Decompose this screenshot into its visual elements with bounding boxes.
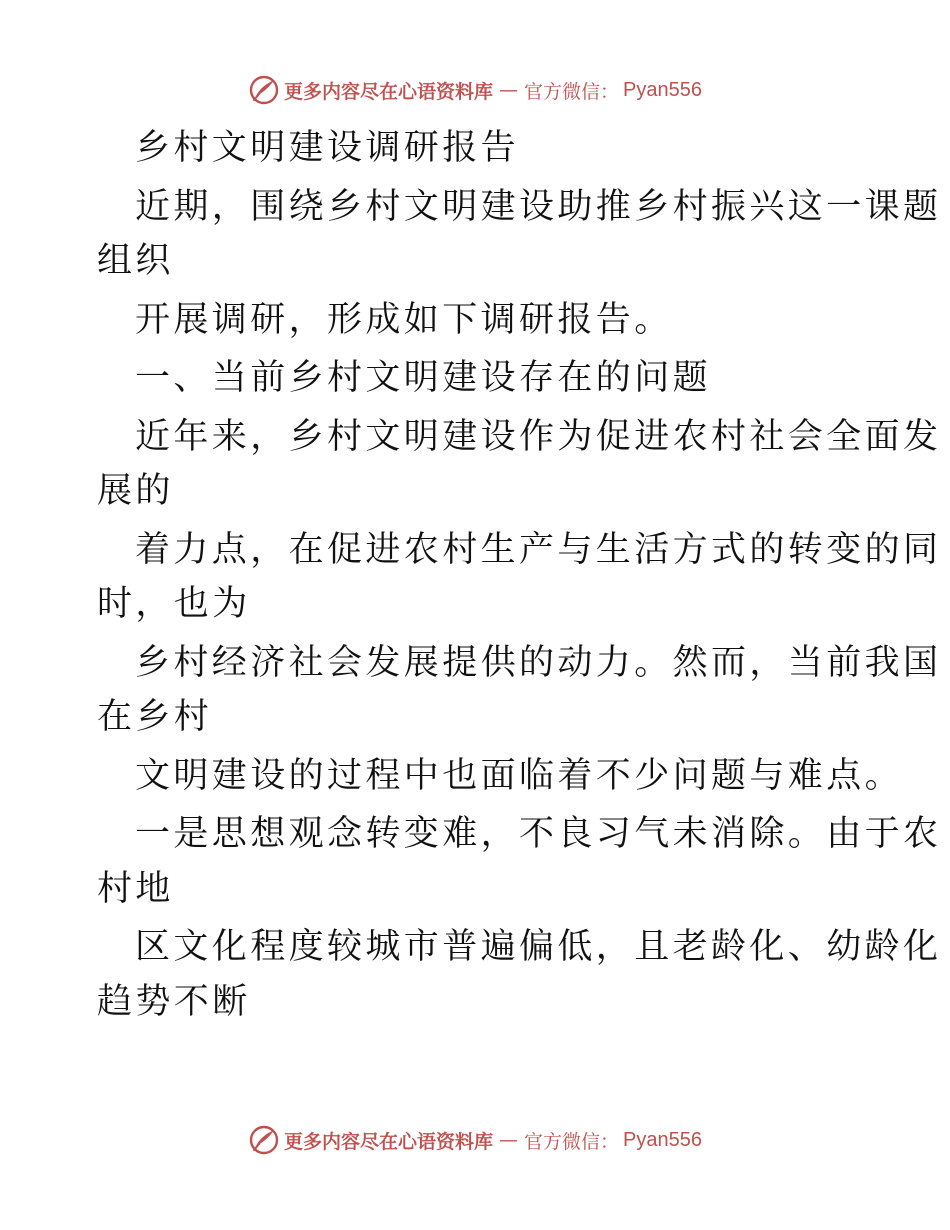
quill-seal-icon xyxy=(248,74,280,106)
watermark-text: 更多内容尽在心语资料库 xyxy=(284,1130,494,1153)
paragraph-continuation: 展的 xyxy=(97,471,174,511)
paragraph-line: 一是思想观念转变难，不良习气未消除。由于农 xyxy=(135,814,942,854)
paragraph-line: 近期，围绕乡村文明建设助推乡村振兴这一课题 xyxy=(135,186,942,227)
document-title: 乡村文明建设调研报告 xyxy=(135,128,520,168)
paragraph-continuation: 村地 xyxy=(97,868,174,909)
paragraph-line: 近年来，乡村文明建设作为促进农村社会全面发 xyxy=(135,416,942,457)
watermark-id: Pyan556 xyxy=(623,78,702,101)
paragraph-continuation: 在乡村 xyxy=(97,697,213,737)
watermark-official-label: 官方微信： xyxy=(524,80,620,103)
watermark-id: Pyan556 xyxy=(623,1128,702,1151)
paragraph-line: 区文化程度较城市普遍偏低，且老龄化、幼龄化 xyxy=(135,927,942,967)
quill-seal-icon xyxy=(248,1124,280,1156)
watermark-group xyxy=(248,74,702,106)
paragraph-continuation: 组织 xyxy=(97,241,174,281)
watermark-official-label: 官方微信： xyxy=(524,1130,620,1153)
paragraph-continuation: 趋势不断 xyxy=(97,981,251,1022)
watermark-group xyxy=(248,1124,702,1156)
watermark-text: 更多内容尽在心语资料库 xyxy=(284,80,494,103)
footer-watermark xyxy=(0,1120,950,1160)
watermark-separator: — xyxy=(499,1129,519,1151)
paragraph-line: 乡村经济社会发展提供的动力。然而，当前我国 xyxy=(135,642,942,683)
paragraph-line: 开展调研，形成如下调研报告。 xyxy=(135,299,673,340)
watermark-separator: — xyxy=(499,79,519,101)
paragraph-continuation: 时，也为 xyxy=(97,584,251,624)
section-heading: 一、当前乡村文明建设存在的问题 xyxy=(135,358,712,398)
paragraph-line: 着力点，在促进农村生产与生活方式的转变的同 xyxy=(135,529,942,570)
header-watermark xyxy=(0,70,950,110)
paragraph-line: 文明建设的过程中也面临着不少问题与难点。 xyxy=(135,755,904,796)
document-body xyxy=(97,121,942,1029)
